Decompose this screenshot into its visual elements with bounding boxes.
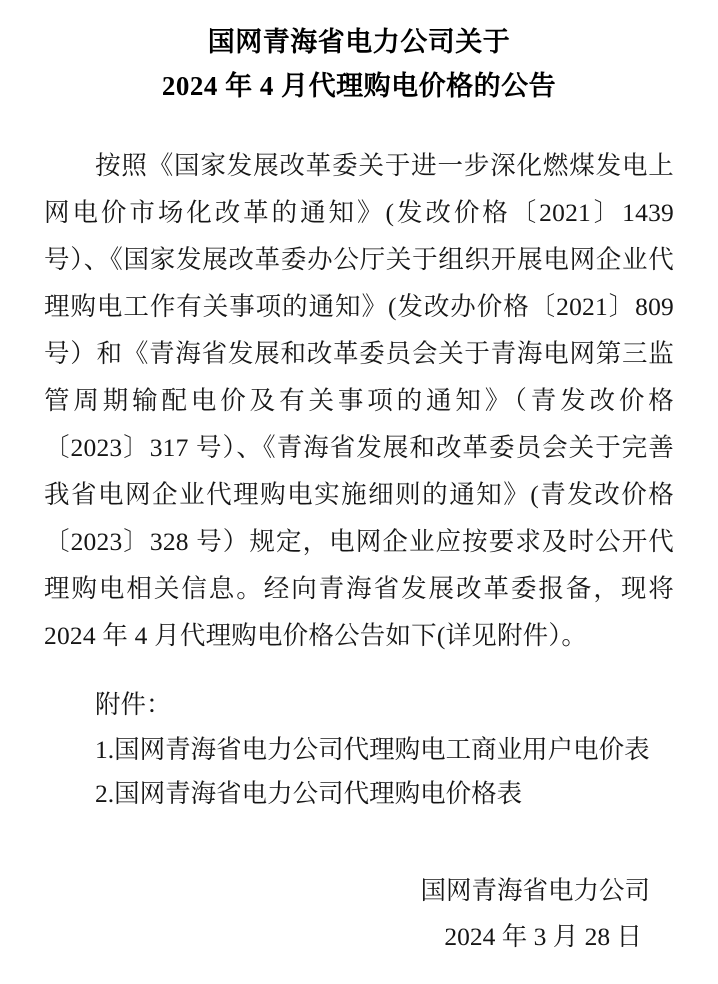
attachment-label: 附件：	[95, 690, 172, 719]
page-title-line-1: 国网青海省电力公司关于	[207, 27, 511, 57]
attachment-list	[44, 728, 674, 816]
page-title-line-2: 2024 年 4 月代理购电价格的公告	[161, 71, 557, 101]
page-title	[44, 20, 674, 108]
signature-organization: 国网青海省电力公司	[420, 876, 650, 905]
signature-block	[44, 868, 674, 960]
body-paragraph-1: 按照《国家发展改革委关于进一步深化燃煤发电上网电价市场化改革的通知》(发改价格〔2021〕1439 号）、《国家发展改革委办公厅关于组织开展电网企业代理购电工作有关事项的通知》(发改办价格〔2021〕809 号）和《青海省发展和改革委员会关于青海电网第三监管周期输配电价及有关事项的通知》（青发改价格〔2023〕317 号）、《青海省发展和改革委员会关于完善我省电网企业代理购电实施细则的通知》(青发改价格〔2023〕328 号）规定，电网企业应按要求及时公开代理购电相关信息。经向青海省发展改革委报备，现将 2024 年 4 月代理购电价格公告如下(详见附件）。	[44, 151, 674, 650]
signature-date: 2024 年 3 月 28 日	[444, 922, 642, 951]
document-body	[44, 142, 674, 960]
list-item: 2.国网青海省电力公司代理购电价格表	[95, 779, 523, 808]
list-item: 1.国网青海省电力公司代理购电工商业用户电价表	[95, 735, 650, 764]
